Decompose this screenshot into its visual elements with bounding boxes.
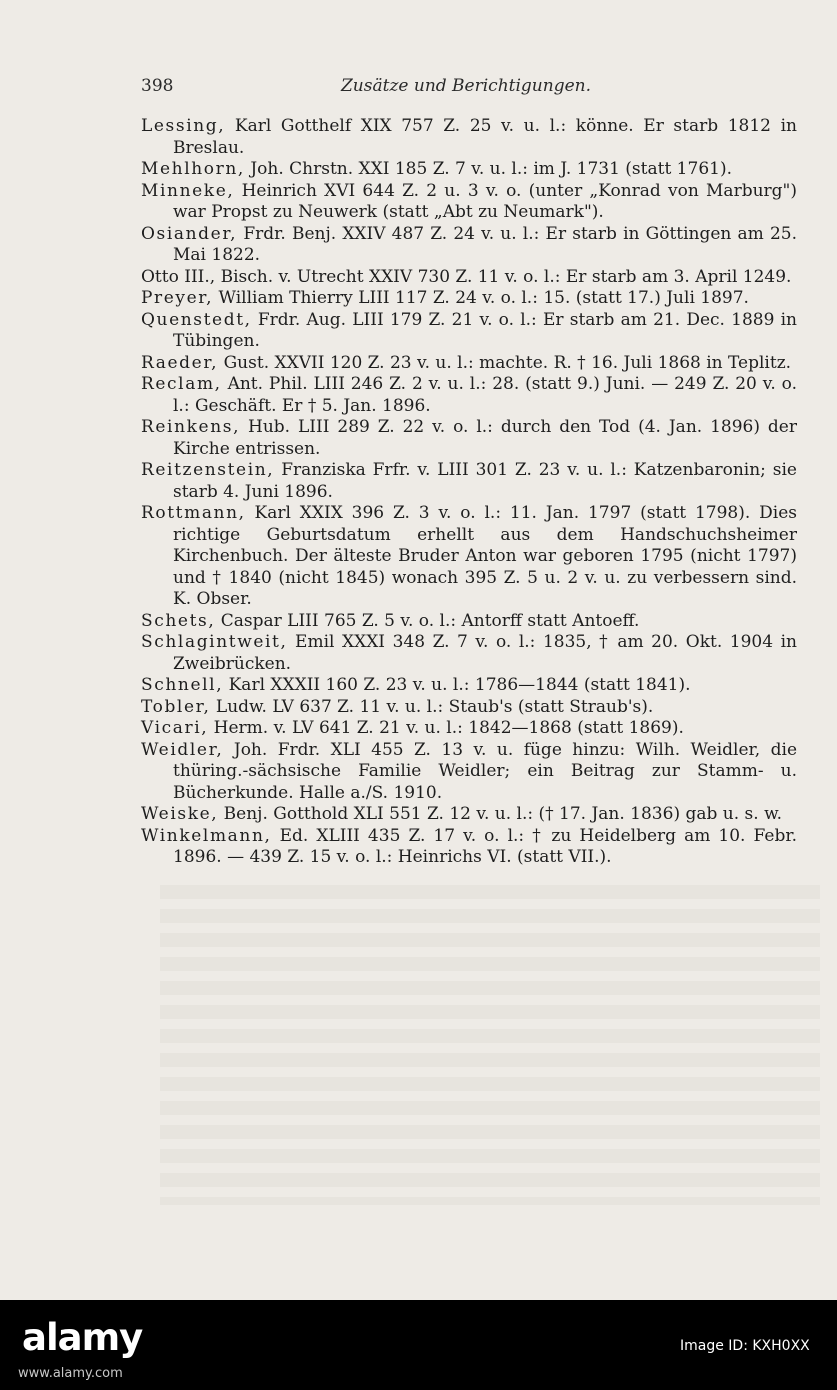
entry-text: Karl XXXII 160 Z. 23 v. u. l.: 1786—1844 (statt 1841). [223, 675, 691, 695]
entry-text: Joh. Chrstn. XXI 185 Z. 7 v. u. l.: im J. 1731 (statt 1761). [244, 159, 732, 179]
entry-name: Reclam, [141, 374, 222, 394]
entry-text: Karl XXIX 396 Z. 3 v. o. l.: 11. Jan. 1797 (statt 1798). Dies richtige Geburtsdatum erhellt aus dem Handschuchsheimer Kirchenbuch. Der älteste Bruder Anton war geboren 1795 (nicht 1797) und † 1840 (nicht 1845) wonach 395 Z. 5 u. 2 v. u. zu verbessern sind. K. Obser. [173, 503, 797, 609]
errata-entry [141, 181, 797, 224]
page-number: 398 [141, 76, 174, 96]
entry-name: Osiander, [141, 223, 238, 244]
entry-text: Ed. XLIII 435 Z. 17 v. o. l.: † zu Heidelberg am 10. Febr. 1896. — 439 Z. 15 v. o. l.: Heinrichs VI. (statt VII.). [173, 825, 797, 867]
errata-entry [141, 804, 797, 826]
entry-text: Gust. XXVII 120 Z. 23 v. u. l.: machte. R. † 16. Juli 1868 in Teplitz. [218, 352, 792, 373]
errata-entry [141, 611, 797, 633]
errata-entry [141, 417, 797, 460]
entry-text: Karl Gotthelf XIX 757 Z. 25 v. u. l.: könne. Er starb 1812 in Breslau. [173, 116, 797, 158]
entry-name: Reitzenstein, [141, 460, 275, 480]
entry-text: Benj. Gotthold XLI 551 Z. 12 v. u. l.: († 17. Jan. 1836) gab u. s. w. [218, 804, 783, 824]
entry-name: Rottmann, [141, 503, 246, 523]
entry-name: Vicari, [141, 718, 209, 738]
entry-name: Lessing, [141, 116, 226, 136]
entry-text: William Thierry LIII 117 Z. 24 v. o. l.: 15. (statt 17.) Juli 1897. [213, 288, 749, 308]
entry-text: Otto III., Bisch. v. Utrecht XXIV 730 Z. 11 v. o. l.: Er starb am 3. April 1249. [141, 266, 792, 287]
running-title: Zusätze und Berichtigungen. [341, 76, 591, 96]
entry-name: Preyer, [141, 288, 214, 308]
errata-entry [141, 159, 797, 181]
watermark-url: www.alamy.com [18, 1366, 123, 1381]
bleed-through-text [160, 885, 820, 1205]
entry-name: Reinkens, [141, 417, 241, 437]
entry-name: Schlagintweit, [141, 632, 288, 652]
entry-name: Minneke, [141, 180, 235, 201]
entry-name: Raeder, [141, 352, 219, 373]
page-header [141, 76, 791, 102]
image-id: Image ID: KXH0XX [680, 1338, 810, 1354]
errata-entry [141, 503, 797, 611]
entry-name: Schnell, [141, 675, 224, 695]
errata-entry [141, 697, 797, 719]
entry-name: Weidler, [141, 739, 224, 760]
entry-text: Hub. LIII 289 Z. 22 v. o. l.: durch den Tod (4. Jan. 1896) der Kirche entrissen. [173, 417, 797, 459]
entry-text: Emil XXXI 348 Z. 7 v. o. l.: 1835, † am 20. Okt. 1904 in Zweibrücken. [173, 632, 797, 674]
alamy-logo: alamy [22, 1316, 143, 1359]
entry-text: Ant. Phil. LIII 246 Z. 2 v. u. l.: 28. (statt 9.) Juni. — 249 Z. 20 v. o. l.: Geschäft. Er † 5. Jan. 1896. [173, 374, 797, 416]
errata-entry [141, 740, 797, 805]
errata-entry [141, 826, 797, 869]
errata-entry [141, 310, 797, 353]
errata-entry [141, 224, 797, 267]
entry-name: Quenstedt, [141, 309, 252, 330]
entry-name: Winkelmann, [141, 825, 272, 846]
errata-entry [141, 267, 797, 289]
errata-entry [141, 374, 797, 417]
errata-entry [141, 675, 797, 697]
entry-name: Weiske, [141, 804, 219, 824]
entry-text: Caspar LIII 765 Z. 5 v. o. l.: Antorff statt Antoeff. [215, 610, 640, 631]
errata-entry [141, 288, 797, 310]
entry-name: Mehlhorn, [141, 159, 245, 179]
entry-text: Herm. v. LV 641 Z. 21 v. u. l.: 1842—1868 (statt 1869). [208, 718, 684, 738]
entry-text: Franziska Frfr. v. LIII 301 Z. 23 v. u. l.: Katzenbaronin; sie starb 4. Juni 1896. [173, 460, 797, 502]
entry-name: Schets, [141, 610, 216, 631]
entry-text: Frdr. Benj. XXIV 487 Z. 24 v. u. l.: Er starb in Göttingen am 25. Mai 1822. [173, 223, 797, 265]
errata-entry [141, 460, 797, 503]
errata-entry [141, 718, 797, 740]
entry-text: Frdr. Aug. LIII 179 Z. 21 v. o. l.: Er starb am 21. Dec. 1889 in Tübingen. [173, 309, 797, 351]
errata-list [141, 116, 797, 869]
entry-name: Tobler, [141, 696, 211, 717]
errata-entry [141, 116, 797, 159]
entry-text: Heinrich XVI 644 Z. 2 u. 3 v. o. (unter „Konrad von Marburg") war Propst zu Neuwerk (statt „Abt zu Neumark"). [173, 180, 797, 222]
entry-text: Ludw. LV 637 Z. 11 v. u. l.: Staub's (statt Straub's). [210, 696, 654, 717]
errata-entry [141, 353, 797, 375]
entry-text: Joh. Frdr. XLI 455 Z. 13 v. u. füge hinzu: Wilh. Weidler, die thüring.-sächsische Familie Weidler; ein Beitrag zur Stamm- u. Bücherkunde. Halle a./S. 1910. [173, 739, 797, 803]
errata-entry [141, 632, 797, 675]
